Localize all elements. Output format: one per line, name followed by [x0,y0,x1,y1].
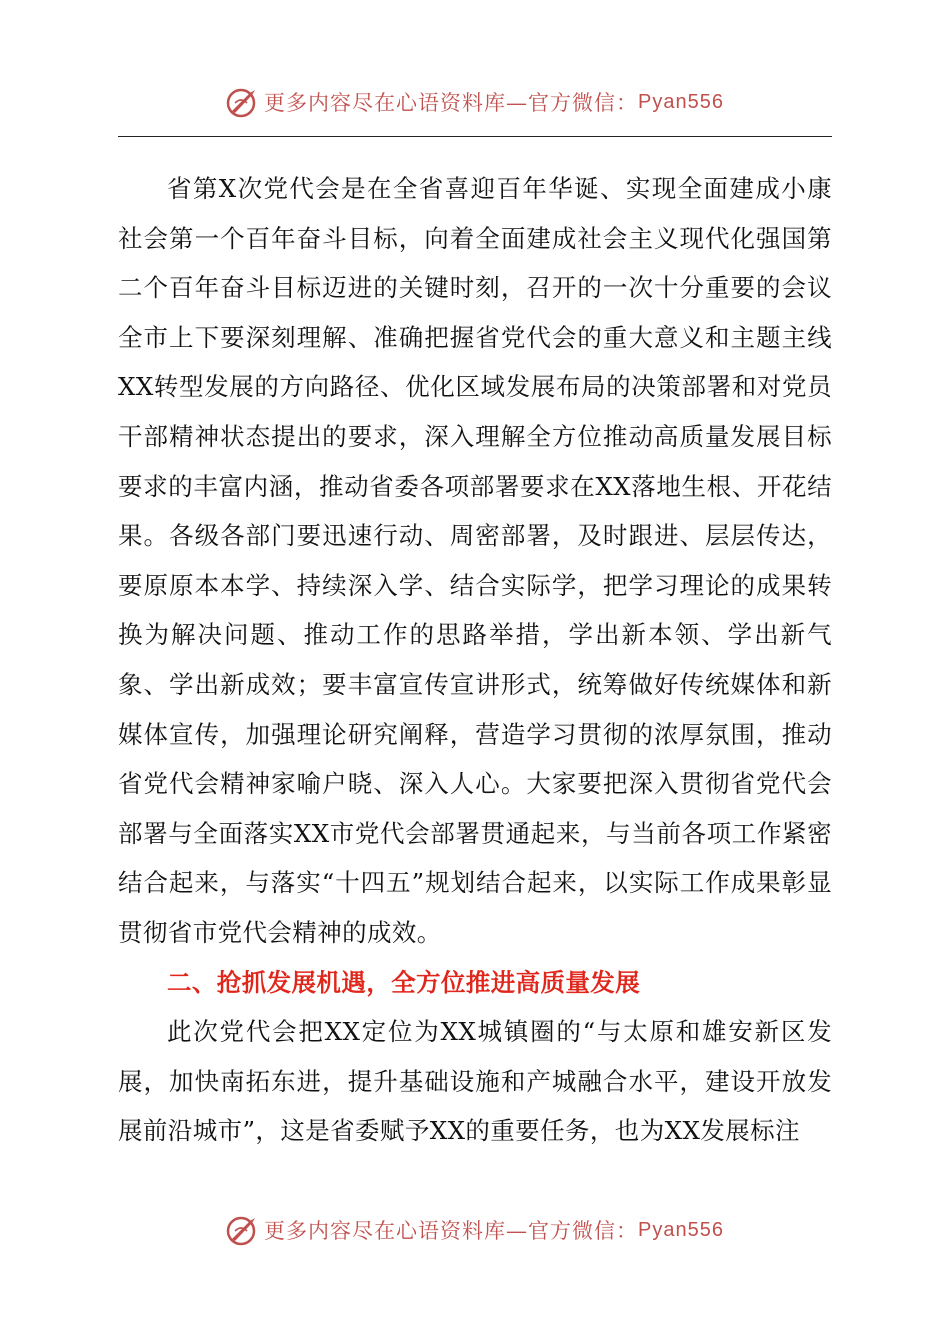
footer-banner-text: 更多内容尽在心语资料库—官方微信： [264,1219,639,1243]
header-banner-wechat-id: Pyan556 [638,90,724,113]
body-paragraph-1: 省第X次党代会是在全省喜迎百年华诞、实现全面建成小康社会第一个百年奋斗目标，向着全面建成社会主义现代化强国第二个百年奋斗目标迈进的关键时刻，召开的一次十分重要的会议全市上下要深刻理解、准确把握省党代会的重大意义和主题主线XX转型发展的方向路径、优化区域发展布局的决策部署和对党员干部精神状态提出的要求，深入理解全方位推动高质量发展目标要求的丰富内涵，推动省委各项部署要求在XX落地生根、开花结果。各级各部门要迅速行动、周密部署，及时跟进、层层传达，要原原本本学、持续深入学、结合实际学，把学习理论的成果转换为解决问题、推动工作的思路举措，学出新本领、学出新气象、学出新成效；要丰富宣传宣讲形式，统筹做好传统媒体和新媒体宣传，加强理论研究阐释，营造学习贯彻的浓厚氛围，推动省党代会精神家喻户晓、深入人心。大家要把深入贯彻省党代会部署与全面落实XX市党代会部署贯通起来，与当前各项工作紧密结合起来，与落实“十四五”规划结合起来，以实际工作成果彰显贯彻省市党代会精神的成效。 [118,174,832,947]
footer-banner-wechat-id: Pyan556 [638,1218,724,1241]
pen-logo-icon [226,85,260,119]
header-divider [118,136,832,137]
section-heading-2: 二、抢抓发展机遇，全方位推进高质量发展 [167,967,641,997]
header-banner-text: 更多内容尽在心语资料库—官方微信： [264,91,639,115]
footer-banner [0,1212,950,1248]
pen-logo-icon [226,1213,260,1247]
header-banner [0,84,950,120]
document-body [118,164,832,1156]
body-paragraph-2: 此次党代会把XX定位为XX城镇圈的“与太原和雄安新区发展，加快南拓东进，提升基础设施和产城融合水平，建设开放发展前沿城市”，这是省委赋予XX的重要任务，也为XX发展标注 [118,1017,832,1146]
